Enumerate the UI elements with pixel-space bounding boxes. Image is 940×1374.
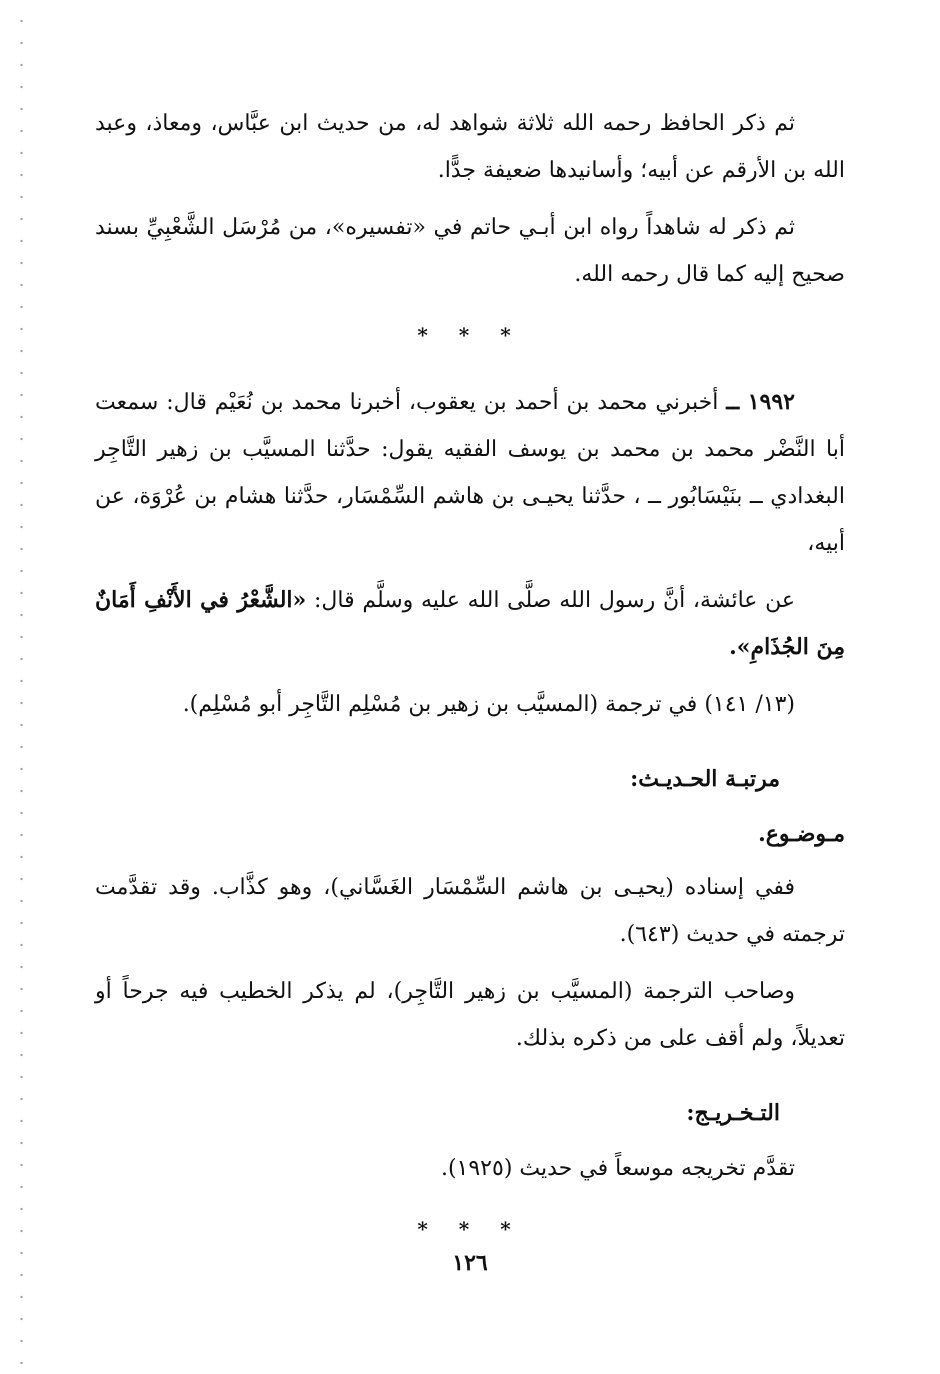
hadith-matn [95,577,845,671]
matn-intro: عن عائشة، أنَّ رسول الله صلَّى الله عليه وسلَّم قال: [313,588,795,613]
takhrij-text: تقدَّم تخريجه موسعاً في حديث (١٩٢٥). [440,1156,795,1181]
rank-verdict: مـوضـوع. [758,821,845,847]
takhrij-heading: التـخـريـج: [686,1100,780,1126]
hadith-number: ١٩٩٢ ــ [726,389,795,415]
section-separator-end: * * * [417,1217,523,1241]
page-body [95,100,845,1273]
matn-text: «الشَّعْرُ في الأَنْفِ أَمَانٌ مِنَ الجُذَامِ». [95,587,845,660]
paragraph-shawahid: ثم ذكر الحافظ رحمه الله ثلاثة شواهد له، من حديث ابن عبَّاس، ومعاذ، وعبد الله بن الأرقم عن أبيه؛ وأسانيدها ضعيفة جدًّا. [95,111,845,183]
margin-dotted-line [20,10,23,1364]
rank-heading: مرتبـة الحـديـث: [630,766,780,792]
paragraph-shahid-mursal: ثم ذكر له شاهداً رواه ابن أبـي حاتم في «تفسيره»، من مُرْسَل الشَّعْبِيِّ بسند صحيح إليه كما قال رحمه الله. [95,215,845,287]
hadith-isnad [95,379,845,567]
hadith-reference: (١٣/ ١٤١) في ترجمة (المسيَّب بن زهير بن مُسْلِم التَّاجِر أبو مُسْلِم). [182,692,795,717]
rank-note: وصاحب الترجمة (المسيَّب بن زهير التَّاجِر)، لم يذكر الخطيب فيه جرحاً أو تعديلاً، ولم أقف على من ذكره بذلك. [95,979,845,1051]
rank-explanation: ففي إسناده (يحيـى بن هاشم السِّمْسَار الغَسَّاني)، وهو كذَّاب. وقد تقدَّمت ترجمته في حديث (٦٤٣). [95,875,845,947]
page-number: ١٢٦ [452,1250,488,1276]
isnad-text: أخبرني محمد بن أحمد بن يعقوب، أخبرنا محمد بن نُعَيْم قال: سمعت أبا النَّضْر محمد بن محمد بن يوسف الفقيه يقول: حدَّثنا المسيَّب بن زهير التَّاجِر البغدادي ــ بنَيْسَابُور ــ ، حدَّثنا يحيـى بن هاشم السِّمْسَار، حدَّثنا هشام بن عُرْوَة، عن أبيه، [95,390,845,556]
section-separator: * * * [417,323,523,347]
